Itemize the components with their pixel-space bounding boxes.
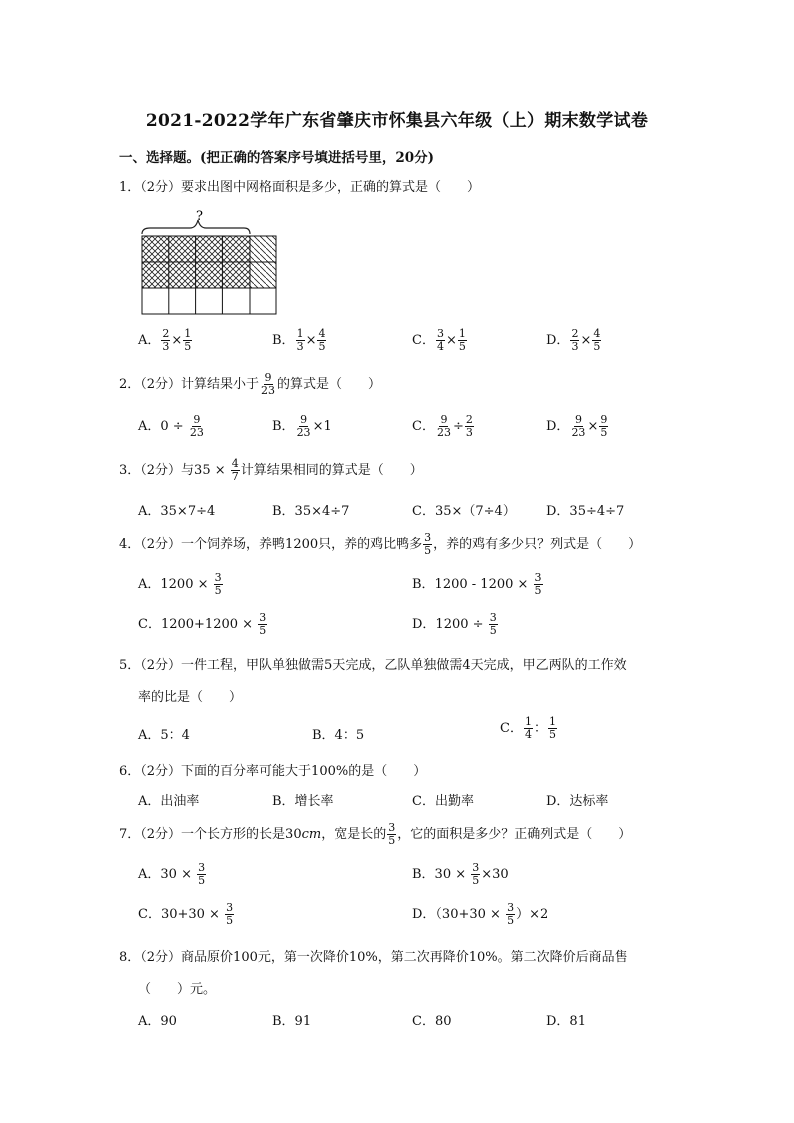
fraction	[548, 716, 557, 741]
denominator: 5	[259, 624, 267, 637]
numerator: 3	[534, 571, 542, 584]
denominator: 23	[571, 426, 586, 439]
denominator: 5	[214, 584, 222, 597]
q3-option-b[interactable]: B．35×4÷7	[272, 504, 350, 519]
numerator: 3	[489, 611, 497, 624]
numerator: 9	[574, 413, 582, 426]
q5-option-c[interactable]	[500, 716, 558, 741]
q1-option-c[interactable]	[412, 328, 468, 353]
option-text: B．30 ×	[412, 867, 467, 882]
operator: ×	[171, 333, 183, 348]
numerator: 1	[548, 715, 556, 728]
question-5-stem-line1: 5．（2分）一件工程，甲队单独做需5天完成，乙队单独做需4天完成，甲乙两队的工作效	[119, 658, 627, 673]
numerator: 3	[436, 327, 444, 340]
q2-option-d[interactable]	[546, 414, 609, 439]
numerator: 3	[214, 571, 222, 584]
q3-option-c[interactable]: C．35×（7÷4）	[412, 504, 516, 519]
fraction	[317, 328, 326, 353]
question-3-stem	[119, 458, 423, 483]
option-letter: B．	[272, 419, 295, 434]
fraction	[524, 716, 533, 741]
numerator: 9	[264, 371, 272, 384]
fraction	[570, 328, 579, 353]
denominator: 3	[162, 340, 170, 353]
stem-text: 计算结果相同的算式是（ ）	[240, 463, 423, 478]
option-text: ×30	[481, 867, 509, 882]
numerator: 1	[524, 715, 532, 728]
option-text: C．30+30 ×	[138, 907, 220, 922]
q8-option-a[interactable]: A．90	[138, 1014, 177, 1029]
question-5-stem-line2: 率的比是（ ）	[138, 690, 243, 705]
fraction	[489, 612, 498, 637]
numerator: 4	[318, 327, 326, 340]
operator: ×	[580, 333, 592, 348]
question-2-stem	[119, 372, 381, 397]
fraction	[436, 328, 445, 353]
option-text: B．1200 - 1200 ×	[412, 577, 529, 592]
option-text: ）×2	[516, 907, 549, 922]
numerator: 3	[226, 901, 234, 914]
stem-text: 2．（2分）计算结果小于	[119, 377, 260, 392]
stem-text: 4．（2分）一个饲养场，养鸭1200只，养的鸡比鸭多	[119, 537, 423, 552]
operator: ÷	[452, 419, 464, 434]
denominator: 3	[571, 340, 579, 353]
unit-text: cm	[301, 827, 322, 842]
denominator: 5	[548, 728, 556, 741]
q8-option-d[interactable]: D．81	[546, 1014, 586, 1029]
fraction	[260, 372, 276, 397]
q8-option-c[interactable]: C．80	[412, 1014, 452, 1029]
question-8-stem-line2: （ ）元。	[138, 982, 217, 997]
numerator: 2	[571, 327, 579, 340]
fraction	[592, 328, 601, 353]
denominator: 5	[318, 340, 326, 353]
option-letter: C．	[500, 721, 523, 736]
fraction	[458, 328, 467, 353]
operator: ×	[305, 333, 317, 348]
q6-option-c[interactable]: C．出勤率	[412, 794, 474, 809]
numerator: 1	[458, 327, 466, 340]
q5-option-a[interactable]: A．5：4	[138, 728, 190, 743]
fraction	[436, 414, 452, 439]
q7-option-b[interactable]	[412, 862, 509, 887]
denominator: 5	[507, 914, 515, 927]
denominator: 5	[226, 914, 234, 927]
option-letter: D．	[546, 419, 570, 434]
fraction	[197, 862, 206, 887]
operator: ×	[445, 333, 457, 348]
numerator: 3	[198, 861, 206, 874]
fraction	[258, 612, 267, 637]
operator: ×	[587, 419, 599, 434]
q8-option-b[interactable]: B．91	[272, 1014, 312, 1029]
question-6-stem: 6．（2分）下面的百分率可能大于100%的是（ ）	[119, 764, 427, 779]
option-letter: B．	[272, 333, 295, 348]
denominator: 3	[465, 426, 473, 439]
numerator: 9	[600, 413, 608, 426]
option-letter: D．	[546, 333, 570, 348]
numerator: 9	[440, 413, 448, 426]
option-text: D．（30+30 ×	[412, 907, 501, 922]
q4-option-d[interactable]	[412, 612, 499, 637]
fraction	[231, 458, 240, 483]
fraction	[296, 414, 312, 439]
q4-option-b[interactable]	[412, 572, 544, 597]
denominator: 5	[424, 544, 432, 557]
numerator: 2	[162, 327, 170, 340]
denominator: 5	[489, 624, 497, 637]
option-text: C．1200+1200 ×	[138, 617, 254, 632]
q1-option-d[interactable]	[546, 328, 602, 353]
fraction	[183, 328, 192, 353]
numerator: 3	[424, 531, 432, 544]
section-heading: 一、选择题。(把正确的答案序号填进括号里，20分)	[119, 150, 435, 166]
denominator: 4	[436, 340, 444, 353]
denominator: 7	[231, 470, 239, 483]
fraction	[471, 862, 480, 887]
numerator: 1	[296, 327, 304, 340]
fraction	[534, 572, 543, 597]
option-letter: C．	[412, 333, 435, 348]
denominator: 5	[600, 426, 608, 439]
question-4-stem	[119, 532, 641, 557]
q1-option-a[interactable]	[138, 328, 193, 353]
numerator: 3	[259, 611, 267, 624]
fraction	[189, 414, 205, 439]
fraction	[214, 572, 223, 597]
option-letter: A．	[138, 333, 161, 348]
question-8-stem-line1: 8．（2分）商品原价100元，第一次降价10%，第二次再降价10%。第二次降价后商品售	[119, 950, 628, 965]
numerator: 4	[593, 327, 601, 340]
fraction	[161, 328, 170, 353]
option-text: A．1200 ×	[138, 577, 209, 592]
denominator: 5	[184, 340, 192, 353]
q6-option-b[interactable]: B．增长率	[272, 794, 334, 809]
denominator: 3	[296, 340, 304, 353]
q7-option-c[interactable]	[138, 902, 235, 927]
stem-text: 3．（2分）与35 ×	[119, 463, 226, 478]
stem-text: 的算式是（ ）	[277, 377, 382, 392]
fraction	[465, 414, 474, 439]
fraction	[599, 414, 608, 439]
q2-option-b[interactable]	[272, 414, 332, 439]
question-7-stem	[119, 822, 631, 847]
stem-text: ，养的鸡有多少只？列式是（ ）	[433, 537, 642, 552]
grid-figure	[140, 206, 275, 316]
numerator: 9	[193, 413, 201, 426]
option-letter: C．	[412, 419, 435, 434]
fraction	[296, 328, 305, 353]
figure-question-mark: ?	[196, 209, 203, 224]
q4-option-a[interactable]	[138, 572, 224, 597]
numerator: 9	[300, 413, 308, 426]
q7-option-a[interactable]	[138, 862, 207, 887]
numerator: 3	[472, 861, 480, 874]
ratio-separator: ：	[533, 721, 547, 736]
fraction	[506, 902, 515, 927]
q2-option-a[interactable]	[138, 414, 206, 439]
numerator: 3	[388, 821, 396, 834]
numerator: 4	[231, 457, 239, 470]
q7-option-d[interactable]	[412, 902, 548, 927]
denominator: 23	[436, 426, 451, 439]
denominator: 5	[388, 834, 396, 847]
option-text: ×1	[312, 419, 332, 434]
q4-option-c[interactable]	[138, 612, 268, 637]
fraction	[570, 414, 586, 439]
q2-option-c[interactable]	[412, 414, 475, 439]
numerator: 1	[184, 327, 192, 340]
stem-text: 7．（2分）一个长方形的长是30	[119, 827, 302, 842]
denominator: 23	[296, 426, 311, 439]
q3-option-a[interactable]: A．35×7÷4	[138, 504, 216, 519]
denominator: 23	[261, 384, 276, 397]
q1-option-b[interactable]	[272, 328, 327, 353]
option-text: D．1200 ÷	[412, 617, 484, 632]
q6-option-a[interactable]: A．出油率	[138, 794, 200, 809]
fraction	[387, 822, 396, 847]
denominator: 23	[189, 426, 204, 439]
page-title: 2021-2022学年广东省肇庆市怀集县六年级（上）期末数学试卷	[145, 111, 649, 131]
denominator: 5	[593, 340, 601, 353]
q3-option-d[interactable]: D．35÷4÷7	[546, 504, 625, 519]
denominator: 5	[472, 874, 480, 887]
denominator: 5	[198, 874, 206, 887]
option-text: 0 ÷	[160, 419, 184, 434]
fraction	[225, 902, 234, 927]
q5-option-b[interactable]: B．4：5	[312, 728, 365, 743]
option-letter: A．	[138, 419, 161, 434]
numerator: 3	[507, 901, 515, 914]
denominator: 5	[458, 340, 466, 353]
grid-figure-svg	[140, 206, 280, 318]
denominator: 4	[524, 728, 532, 741]
stem-text: ，宽是长的	[321, 827, 387, 842]
q6-option-d[interactable]: D．达标率	[546, 794, 609, 809]
option-text: A．30 ×	[138, 867, 192, 882]
denominator: 5	[534, 584, 542, 597]
fraction	[423, 532, 432, 557]
numerator: 2	[465, 413, 473, 426]
question-1-stem: 1．（2分）要求出图中网格面积是多少，正确的算式是（ ）	[119, 180, 481, 195]
stem-text: ，它的面积是多少？正确列式是（ ）	[397, 827, 632, 842]
